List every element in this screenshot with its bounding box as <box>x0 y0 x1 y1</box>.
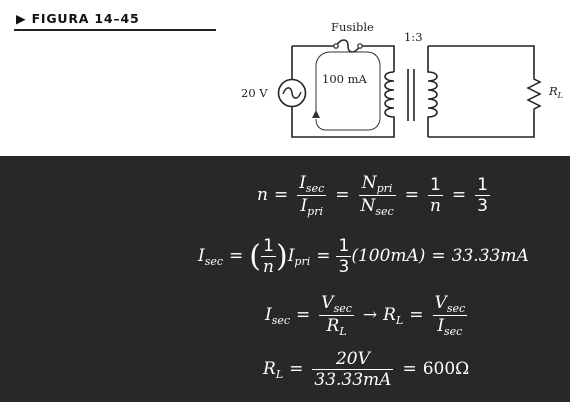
transformer-circuit-diagram <box>0 0 570 156</box>
circuit-figure-panel <box>0 0 570 156</box>
fuse-left-terminal <box>334 44 338 48</box>
equation-secondary-current: $I_{sec}$ = ( $\frac{1}{n}$ )$I_{pri}$ = $\frac{1}{3}$ (100mA) = 33.33mA <box>198 236 529 277</box>
primary-coil <box>385 72 394 120</box>
fuse-symbol <box>336 40 360 52</box>
load-resistor-symbol <box>528 75 540 112</box>
fuse-label: Fusible <box>331 20 374 34</box>
current-loop <box>316 52 380 130</box>
equation-turns-ratio: n = $\frac{I_{sec}}{I_{pri}}$ = $\frac{N_{pri}}{N_{sec}}$ = $\frac{1}{n}$ = $\frac{1}{3}$ <box>257 173 488 218</box>
equation-load-resistance-value: $R_L$ = $\frac{20V}{33.33mA}$ = 600Ω <box>263 349 470 390</box>
current-label: 100 mA <box>322 72 367 86</box>
arrow-symbol: → <box>362 305 378 325</box>
turns-ratio-label: 1:3 <box>404 30 423 44</box>
secondary-coil <box>428 46 437 137</box>
load-resistor-label: $R_L$ <box>549 84 563 100</box>
source-voltage-label: 20 V <box>241 86 268 100</box>
equations-panel <box>0 156 570 402</box>
current-arrowhead <box>312 110 320 118</box>
figure-title: ▶ FIGURA 14–45 <box>16 11 140 26</box>
equation-load-resistance-formula: $I_{sec}$ = $\frac{V_{sec}}{R_L}$ → $R_L$ = $\frac{V_{sec}}{I_{sec}}$ <box>265 293 466 338</box>
secondary-wire <box>428 46 534 137</box>
fuse-right-terminal <box>358 44 362 48</box>
